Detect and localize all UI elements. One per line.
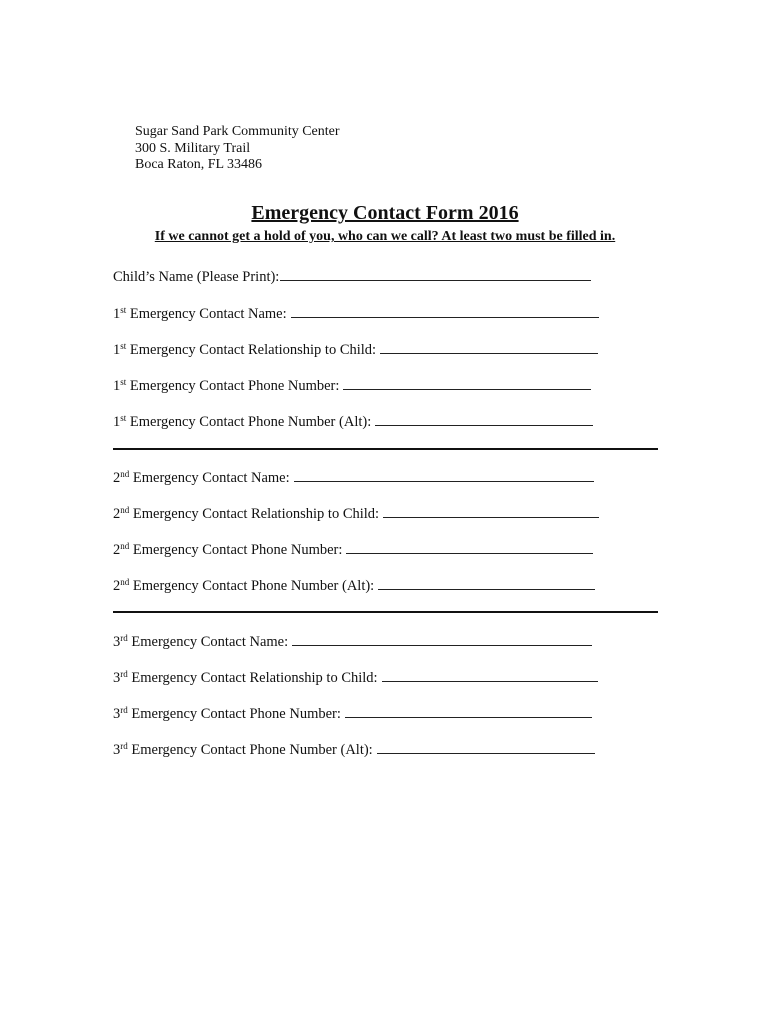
form-instructions: If we cannot get a hold of you, who can we call? At least two must be filled in. [154, 229, 616, 244]
contact-1-phone-input-line[interactable] [343, 377, 591, 390]
contact-2-phone-field: 2nd Emergency Contact Phone Number: [113, 541, 593, 559]
contact-3-name-input-line[interactable] [292, 633, 592, 646]
contact-2-relationship-field: 2nd Emergency Contact Relationship to Child: [113, 505, 599, 523]
contact-2-phone-alt-input-line[interactable] [378, 577, 595, 590]
contact-1-phone-alt-field: 1st Emergency Contact Phone Number (Alt): [113, 413, 593, 431]
contact-1-phone-alt-input-line[interactable] [375, 413, 593, 426]
contact-3-phone-input-line[interactable] [345, 705, 592, 718]
contact-3-phone-label: Emergency Contact Phone Number: [131, 706, 341, 722]
child-name-input-line[interactable] [280, 268, 591, 281]
city-state-zip: Boca Raton, FL 33486 [135, 157, 263, 172]
contact-3-relationship-label: Emergency Contact Relationship to Child: [131, 670, 378, 686]
organization-name: Sugar Sand Park Community Center [135, 124, 340, 139]
form-title: Emergency Contact Form 2016 [251, 202, 519, 224]
contact-2-relationship-input-line[interactable] [383, 505, 599, 518]
contact-2-name-input-line[interactable] [294, 469, 594, 482]
contact-1-phone-alt-label: Emergency Contact Phone Number (Alt): [129, 414, 372, 430]
child-name-field [113, 268, 591, 286]
contact-2-name-field: 2nd Emergency Contact Name: [113, 469, 594, 487]
contact-1-phone-field: 1st Emergency Contact Phone Number: [113, 377, 591, 395]
contact-3-phone-alt-field: 3rd Emergency Contact Phone Number (Alt): [113, 741, 595, 759]
contact-2-phone-input-line[interactable] [346, 541, 593, 554]
contact-3-name-field: 3rd Emergency Contact Name: [113, 633, 592, 651]
contact-2-relationship-label: Emergency Contact Relationship to Child: [132, 506, 380, 522]
contact-3-phone-field: 3rd Emergency Contact Phone Number: [113, 705, 592, 723]
contact-3-relationship-input-line[interactable] [382, 669, 598, 682]
contact-1-name-input-line[interactable] [291, 305, 599, 318]
contact-1-relationship-field: 1st Emergency Contact Relationship to Child: [113, 341, 598, 359]
contact-1-name-label: Emergency Contact Name: [129, 306, 287, 322]
contact-2-phone-alt-label: Emergency Contact Phone Number (Alt): [132, 578, 375, 594]
contact-3-phone-alt-input-line[interactable] [377, 741, 595, 754]
contact-1-relationship-label: Emergency Contact Relationship to Child: [129, 342, 377, 358]
street-address: 300 S. Military Trail [135, 140, 251, 156]
contact-3-relationship-field: 3rd Emergency Contact Relationship to Child: [113, 669, 598, 687]
contact-2-phone-alt-field: 2nd Emergency Contact Phone Number (Alt): [113, 577, 595, 595]
organization-address [135, 124, 340, 174]
section-divider [113, 611, 658, 613]
contact-3-name-label: Emergency Contact Name: [131, 634, 289, 650]
contact-2-name-label: Emergency Contact Name: [132, 470, 290, 486]
contact-3-phone-alt-label: Emergency Contact Phone Number (Alt): [131, 742, 373, 758]
child-name-label: Child’s Name (Please Print): [113, 269, 280, 285]
contact-1-relationship-input-line[interactable] [380, 341, 598, 354]
contact-1-phone-label: Emergency Contact Phone Number: [129, 378, 340, 394]
contact-2-phone-label: Emergency Contact Phone Number: [132, 542, 343, 558]
contact-1-name-field: 1st Emergency Contact Name: [113, 305, 599, 323]
section-divider [113, 448, 658, 450]
